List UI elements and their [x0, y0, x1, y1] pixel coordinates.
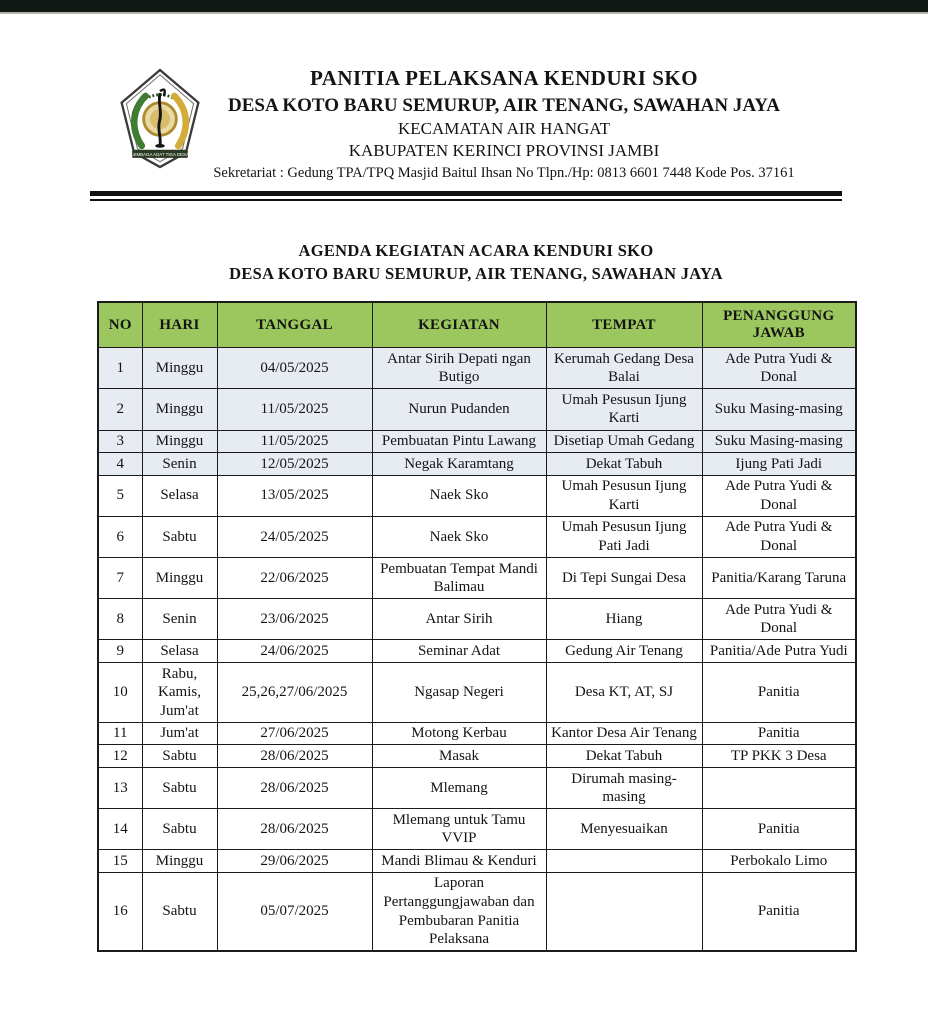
cell-no: 15	[98, 850, 142, 873]
cell-no: 14	[98, 809, 142, 850]
letterhead-divider	[90, 191, 842, 201]
cell-no: 9	[98, 640, 142, 663]
cell-tempat: Kerumah Gedang Desa Balai	[546, 348, 702, 389]
cell-kegiatan: Naek Sko	[372, 516, 546, 557]
org-villages: DESA KOTO BARU SEMURUP, AIR TENANG, SAWAHAN JAYA	[227, 94, 780, 116]
letterhead	[0, 66, 928, 201]
cell-no: 7	[98, 558, 142, 599]
cell-kegiatan: Pembuatan Pintu Lawang	[372, 430, 546, 453]
cell-kegiatan: Seminar Adat	[372, 640, 546, 663]
table-row	[98, 872, 856, 951]
cell-hari: Minggu	[142, 558, 217, 599]
cell-tanggal: 04/05/2025	[217, 348, 372, 389]
cell-penanggung-jawab: Panitia/Karang Taruna	[702, 558, 856, 599]
cell-hari: Minggu	[142, 348, 217, 389]
table-header-row	[98, 302, 856, 348]
cell-hari: Rabu, Kamis, Jum'at	[142, 663, 217, 723]
cell-no: 4	[98, 453, 142, 476]
cell-tempat: Disetiap Umah Gedang	[546, 430, 702, 453]
cell-tempat: Kantor Desa Air Tenang	[546, 722, 702, 745]
cell-tempat: Dirumah masing-masing	[546, 768, 702, 809]
org-district: KECAMATAN AIR HANGAT	[397, 118, 611, 138]
top-photo-edge	[0, 0, 928, 14]
cell-tempat: Dekat Tabuh	[546, 745, 702, 768]
cell-penanggung-jawab: Panitia	[702, 872, 856, 951]
cell-tempat	[546, 850, 702, 873]
table-row	[98, 850, 856, 873]
cell-kegiatan: Masak	[372, 745, 546, 768]
document-title-line1: AGENDA KEGIATAN ACARA KENDURI SKO	[298, 240, 654, 260]
col-header-penanggung-jawab: PENANGGUNG JAWAB	[702, 302, 856, 348]
cell-tempat: Umah Pesusun Ijung Pati Jadi	[546, 516, 702, 557]
cell-tempat	[546, 872, 702, 951]
cell-kegiatan: Mlemang	[372, 768, 546, 809]
cell-hari: Minggu	[142, 430, 217, 453]
seal-icon	[112, 68, 208, 170]
table-row	[98, 640, 856, 663]
cell-tanggal: 23/06/2025	[217, 599, 372, 640]
table-row	[98, 348, 856, 389]
col-header-tempat: TEMPAT	[546, 302, 702, 348]
cell-no: 1	[98, 348, 142, 389]
cell-penanggung-jawab: Suku Masing-masing	[702, 389, 856, 430]
table-row	[98, 722, 856, 745]
cell-kegiatan: Nurun Pudanden	[372, 389, 546, 430]
cell-kegiatan: Mlemang untuk Tamu VVIP	[372, 809, 546, 850]
document-title-line2: DESA KOTO BARU SEMURUP, AIR TENANG, SAWAHAN JAYA	[229, 264, 723, 284]
cell-no: 12	[98, 745, 142, 768]
cell-tempat: Hiang	[546, 599, 702, 640]
agenda-table	[97, 301, 857, 952]
cell-tanggal: 29/06/2025	[217, 850, 372, 873]
cell-penanggung-jawab: Ade Putra Yudi & Donal	[702, 599, 856, 640]
table-row	[98, 663, 856, 723]
cell-no: 3	[98, 430, 142, 453]
cell-tempat: Di Tepi Sungai Desa	[546, 558, 702, 599]
cell-penanggung-jawab: Ade Putra Yudi & Donal	[702, 516, 856, 557]
table-row	[98, 599, 856, 640]
cell-hari: Minggu	[142, 389, 217, 430]
cell-hari: Sabtu	[142, 809, 217, 850]
cell-no: 2	[98, 389, 142, 430]
table-row	[98, 768, 856, 809]
cell-hari: Selasa	[142, 475, 217, 516]
cell-tempat: Umah Pesusun Ijung Karti	[546, 389, 702, 430]
cell-tanggal: 27/06/2025	[217, 722, 372, 745]
cell-kegiatan: Antar Sirih	[372, 599, 546, 640]
cell-penanggung-jawab: TP PKK 3 Desa	[702, 745, 856, 768]
cell-tempat: Dekat Tabuh	[546, 453, 702, 476]
cell-tanggal: 12/05/2025	[217, 453, 372, 476]
cell-penanggung-jawab: Ijung Pati Jadi	[702, 453, 856, 476]
org-regency: KABUPATEN KERINCI PROVINSI JAMBI	[348, 140, 660, 160]
cell-no: 13	[98, 768, 142, 809]
cell-penanggung-jawab: Perbokalo Limo	[702, 850, 856, 873]
org-secretariat: Sekretariat : Gedung TPA/TPQ Masjid Baitul Ihsan No Tlpn./Hp: 0813 6601 7448 Kode Pos. 37161	[213, 165, 795, 182]
cell-hari: Minggu	[142, 850, 217, 873]
table-row	[98, 430, 856, 453]
table-row	[98, 809, 856, 850]
table-row	[98, 558, 856, 599]
cell-kegiatan: Antar Sirih Depati ngan Butigo	[372, 348, 546, 389]
cell-tanggal: 25,26,27/06/2025	[217, 663, 372, 723]
cell-hari: Sabtu	[142, 768, 217, 809]
cell-tempat: Umah Pesusun Ijung Karti	[546, 475, 702, 516]
cell-kegiatan: Laporan Pertanggungjawaban dan Pembubaran Panitia Pelaksana	[372, 872, 546, 951]
col-header-no: NO	[98, 302, 142, 348]
cell-hari: Jum'at	[142, 722, 217, 745]
cell-no: 10	[98, 663, 142, 723]
cell-tanggal: 28/06/2025	[217, 809, 372, 850]
cell-hari: Sabtu	[142, 745, 217, 768]
cell-kegiatan: Pembuatan Tempat Mandi Balimau	[372, 558, 546, 599]
cell-tanggal: 28/06/2025	[217, 745, 372, 768]
cell-kegiatan: Ngasap Negeri	[372, 663, 546, 723]
col-header-kegiatan: KEGIATAN	[372, 302, 546, 348]
cell-hari: Sabtu	[142, 872, 217, 951]
table-row	[98, 389, 856, 430]
table-row	[98, 516, 856, 557]
cell-tanggal: 13/05/2025	[217, 475, 372, 516]
cell-penanggung-jawab: Suku Masing-masing	[702, 430, 856, 453]
cell-tanggal: 05/07/2025	[217, 872, 372, 951]
cell-hari: Senin	[142, 599, 217, 640]
cell-penanggung-jawab: Panitia/Ade Putra Yudi	[702, 640, 856, 663]
cell-tanggal: 24/06/2025	[217, 640, 372, 663]
cell-hari: Senin	[142, 453, 217, 476]
lembaga-adat-seal-logo	[112, 68, 208, 170]
cell-tempat: Menyesuaikan	[546, 809, 702, 850]
cell-kegiatan: Motong Kerbau	[372, 722, 546, 745]
cell-kegiatan: Mandi Blimau & Kenduri	[372, 850, 546, 873]
cell-kegiatan: Negak Karamtang	[372, 453, 546, 476]
cell-tanggal: 11/05/2025	[217, 389, 372, 430]
cell-penanggung-jawab: Ade Putra Yudi & Donal	[702, 475, 856, 516]
cell-tanggal: 24/05/2025	[217, 516, 372, 557]
agenda-table-body	[98, 348, 856, 952]
org-name: PANITIA PELAKSANA KENDURI SKO	[309, 66, 699, 90]
cell-tanggal: 28/06/2025	[217, 768, 372, 809]
cell-no: 11	[98, 722, 142, 745]
cell-penanggung-jawab: Panitia	[702, 809, 856, 850]
table-row	[98, 745, 856, 768]
table-row	[98, 453, 856, 476]
cell-penanggung-jawab	[702, 768, 856, 809]
col-header-tanggal: TANGGAL	[217, 302, 372, 348]
cell-tanggal: 11/05/2025	[217, 430, 372, 453]
cell-penanggung-jawab: Ade Putra Yudi & Donal	[702, 348, 856, 389]
cell-no: 8	[98, 599, 142, 640]
cell-hari: Sabtu	[142, 516, 217, 557]
seal-banner-text: LEMBAGA ADAT TIGA DESA	[131, 151, 189, 157]
cell-penanggung-jawab: Panitia	[702, 722, 856, 745]
cell-no: 16	[98, 872, 142, 951]
table-row	[98, 475, 856, 516]
cell-hari: Selasa	[142, 640, 217, 663]
cell-penanggung-jawab: Panitia	[702, 663, 856, 723]
document-title	[97, 239, 855, 285]
col-header-hari: HARI	[142, 302, 217, 348]
cell-tempat: Gedung Air Tenang	[546, 640, 702, 663]
cell-no: 6	[98, 516, 142, 557]
cell-tanggal: 22/06/2025	[217, 558, 372, 599]
cell-no: 5	[98, 475, 142, 516]
cell-kegiatan: Naek Sko	[372, 475, 546, 516]
cell-tempat: Desa KT, AT, SJ	[546, 663, 702, 723]
